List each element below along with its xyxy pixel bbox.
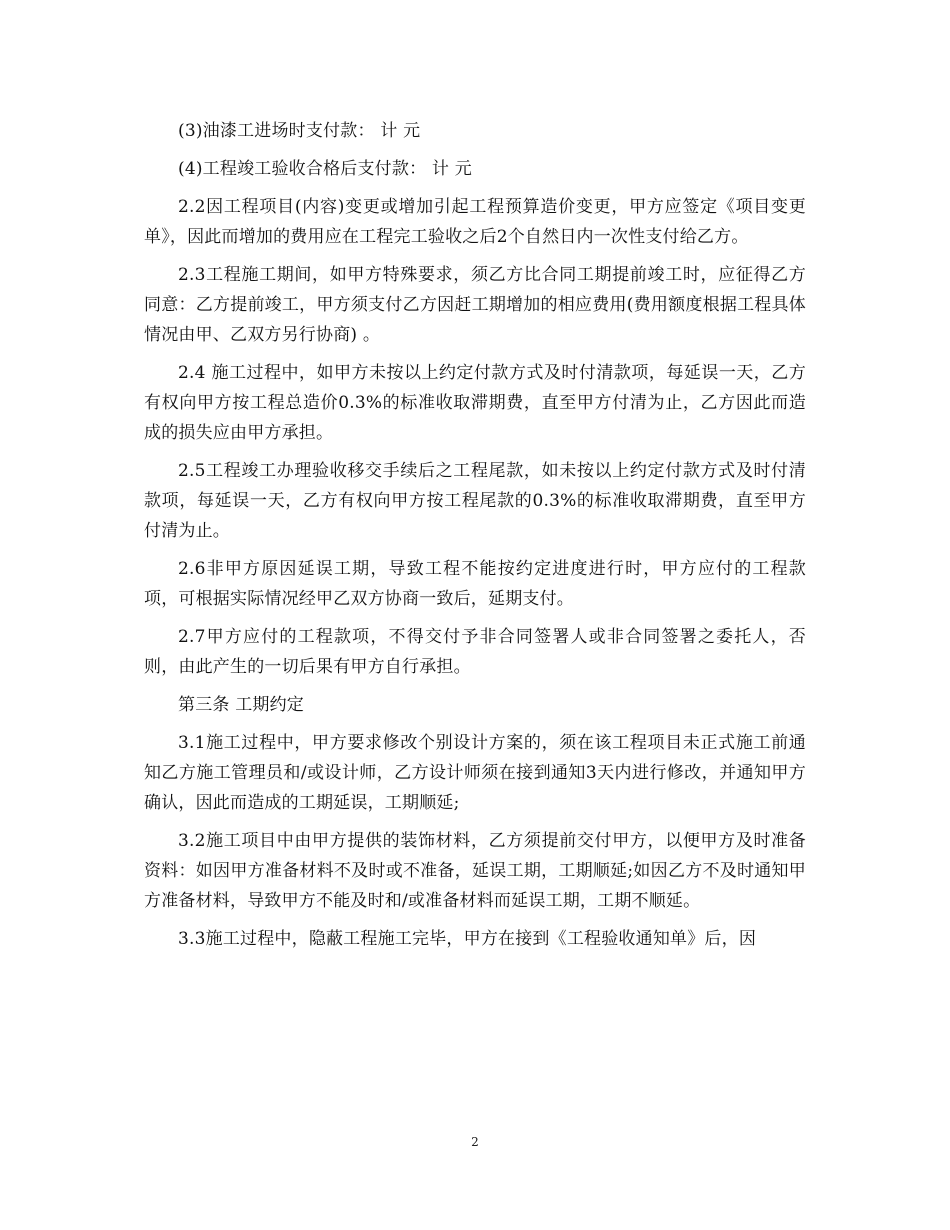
paragraph-payment-3: (3)油漆工进场时支付款： 计 元 [178, 121, 421, 141]
paragraph-payment-4: (4)工程竣工验收合格后支付款： 计 元 [178, 159, 472, 179]
paragraph-clause-3-3: 3.3施工过程中，隐蔽工程施工完毕，甲方在接到《工程验收通知单》后，因 [178, 929, 757, 949]
document-body [144, 116, 806, 962]
paragraph-clause-2-6: 2.6非甲方原因延误工期，导致工程不能按约定进度进行时，甲方应付的工程款项，可根据实际情况经甲乙双方协商一致后，延期支付。 [144, 559, 806, 609]
paragraph-clause-2-7: 2.7甲方应付的工程款项，不得交付予非合同签署人或非合同签署之委托人，否则，由此产生的一切后果有甲方自行承担。 [144, 627, 806, 677]
paragraph-clause-2-5: 2.5工程竣工办理验收移交手续后之工程尾款，如未按以上约定付款方式及时付清款项，每延误一天，乙方有权向甲方按工程尾款的0.3%的标准收取滞期费，直至甲方付清为止。 [144, 461, 806, 541]
paragraph-clause-2-4: 2.4 施工过程中，如甲方未按以上约定付款方式及时付清款项，每延误一天，乙方有权向甲方按工程总造价0.3%的标准收取滞期费，直至甲方付清为止，乙方因此而造成的损失应由甲方承担。 [144, 363, 806, 443]
paragraph-clause-2-2: 2.2因工程项目(内容)变更或增加引起工程预算造价变更，甲方应签定《项目变更单》，因此而增加的费用应在工程完工验收之后2个自然日内一次性支付给乙方。 [144, 197, 806, 247]
section-heading-article-3: 第三条 工期约定 [178, 695, 305, 715]
paragraph-clause-2-3: 2.3工程施工期间，如甲方特殊要求，须乙方比合同工期提前竣工时，应征得乙方同意：乙方提前竣工，甲方须支付乙方因赶工期增加的相应费用(费用额度根据工程具体情况由甲、乙双方另行协商) 。 [144, 265, 806, 345]
paragraph-clause-3-1: 3.1施工过程中，甲方要求修改个别设计方案的，须在该工程项目未正式施工前通知乙方施工管理员和/或设计师，乙方设计师须在接到通知3天内进行修改，并通知甲方确认，因此而造成的工期延误，工期顺延; [144, 733, 806, 813]
page-number: 2 [471, 1135, 479, 1149]
paragraph-clause-3-2: 3.2施工项目中由甲方提供的装饰材料，乙方须提前交付甲方，以便甲方及时准备资料：如因甲方准备材料不及时或不准备，延误工期，工期顺延;如因乙方不及时通知甲方准备材料，导致甲方不能及时和/或准备材料而延误工期，工期不顺延。 [144, 831, 806, 911]
